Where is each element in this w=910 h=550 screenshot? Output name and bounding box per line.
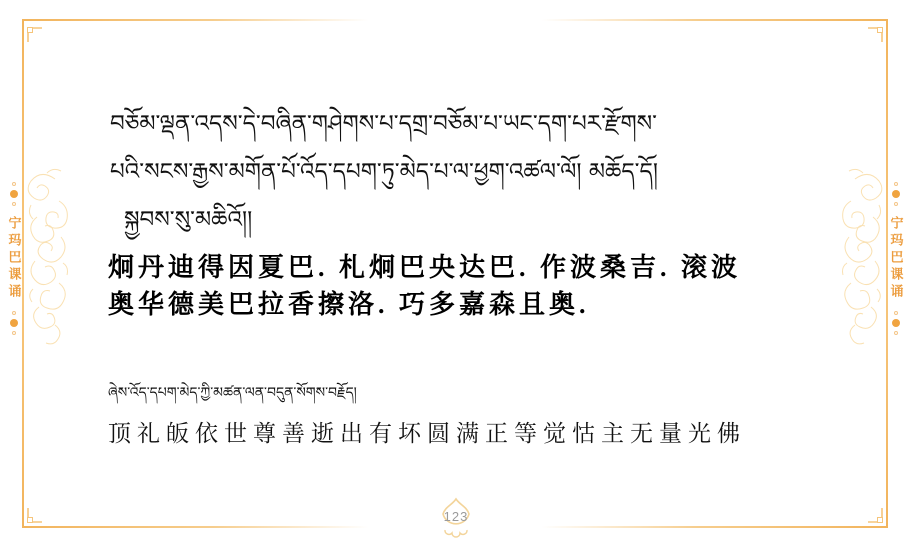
- rail-dot-icon: [892, 319, 900, 327]
- right-side-rail: [887, 180, 905, 350]
- rail-ring-icon: [12, 331, 16, 335]
- rail-ring-icon: [12, 311, 16, 315]
- corner-ornament-icon: [25, 505, 45, 525]
- rail-ring-icon: [894, 311, 898, 315]
- phonetic-transliteration-line-2: 奥华德美巴拉香擦洛. 巧多嘉森且奥.: [108, 290, 590, 319]
- book-title-vertical: 宁玛巴课诵: [6, 216, 22, 301]
- rail-ring-icon: [894, 331, 898, 335]
- rail-dot-icon: [10, 190, 18, 198]
- rail-ring-icon: [12, 182, 16, 186]
- chinese-translation-line: 顶礼皈依世尊善逝出有坏圆满正等觉怙主无量光佛: [108, 421, 746, 446]
- tibetan-homage-line-3: སྐྱབས་སུ་མཆིའོ།།: [124, 207, 253, 233]
- tibetan-homage-line-1: བཅོམ་ལྡན་འདས་དེ་བཞིན་གཤེགས་པ་དགྲ་བཅོམ་པ་ཡང་དག་པར་རྫོགས་: [110, 111, 657, 137]
- book-title-vertical: 宁玛巴课诵: [888, 216, 904, 301]
- cloud-scroll-icon: [841, 165, 885, 350]
- rail-dot-icon: [892, 190, 900, 198]
- rail-ring-icon: [894, 202, 898, 206]
- tibetan-instruction-line: ཞེས་འོད་དཔག་མེད་ཀྱི་མཚན་ལན་བདུན་སོགས་བརྗོད།: [108, 385, 357, 401]
- rail-dot-icon: [10, 319, 18, 327]
- cloud-scroll-icon: [25, 165, 69, 350]
- tibetan-homage-line-2: པའི་སངས་རྒྱས་མགོན་པོ་འོད་དཔག་ཏུ་མེད་པ་ལ་ཕྱག་འཚལ་ལོ། མཆོད་དོ།: [110, 159, 658, 185]
- corner-ornament-icon: [25, 25, 45, 45]
- rail-ring-icon: [12, 202, 16, 206]
- rail-ring-icon: [894, 182, 898, 186]
- frame-top-line: [22, 19, 888, 21]
- page-number: 123: [443, 509, 469, 524]
- corner-ornament-icon: [865, 25, 885, 45]
- corner-ornament-icon: [865, 505, 885, 525]
- page-number-ornament: [433, 496, 479, 540]
- left-side-rail: [5, 180, 23, 350]
- phonetic-transliteration-line-1: 炯丹迪得因夏巴. 札炯巴央达巴. 作波桑吉. 滚波: [108, 253, 742, 282]
